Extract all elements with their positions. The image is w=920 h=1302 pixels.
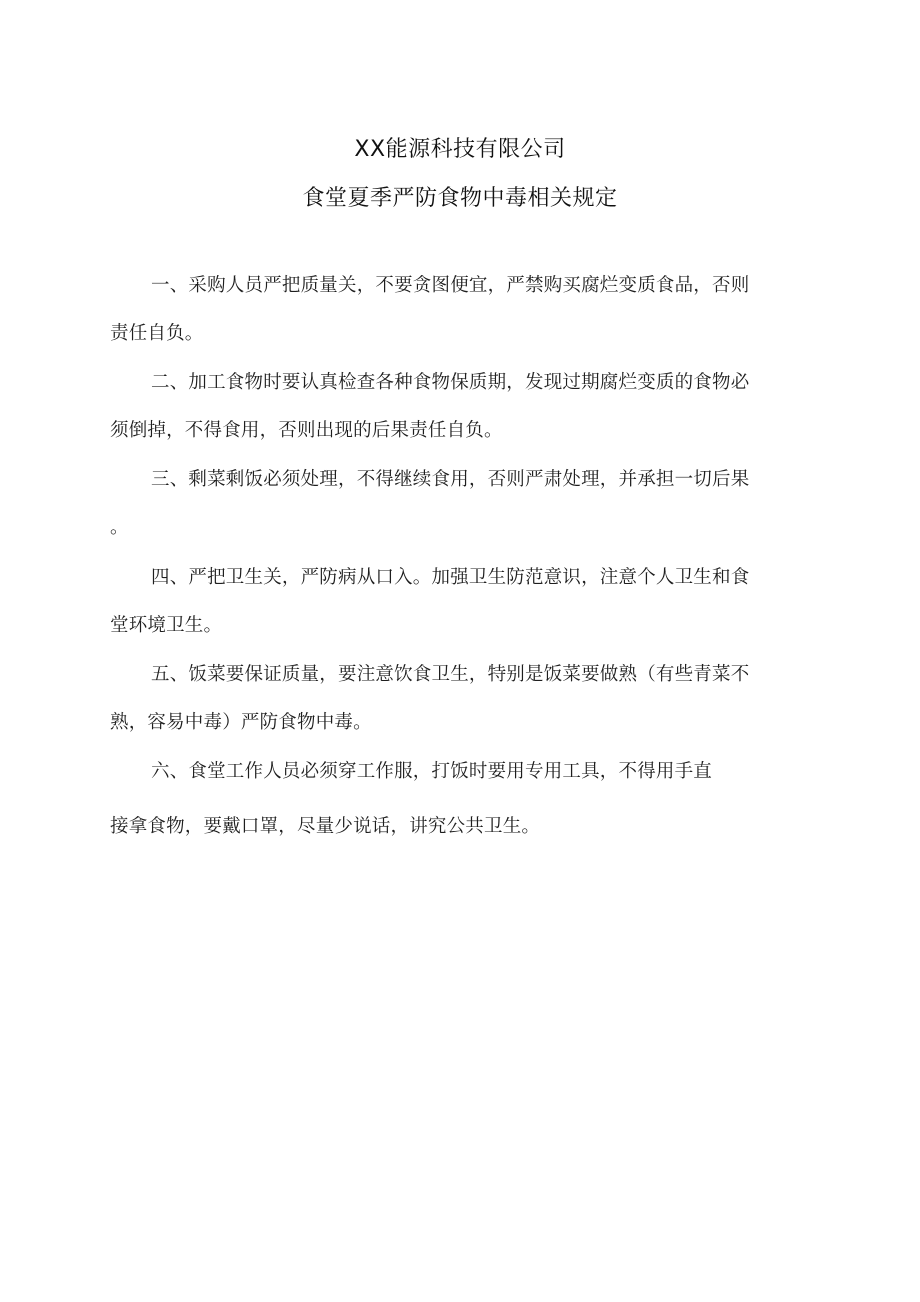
rule-5-line-1: 五、饭菜要保证质量，要注意饮食卫生，特别是饭菜要做熟（有些青菜不 — [151, 664, 750, 685]
rule-2-line-2: 须倒掉，不得食用，否则出现的后果责任自负。 — [110, 420, 503, 441]
rule-1-line-2: 责任自负。 — [110, 323, 204, 344]
rule-2-line-1: 二、加工食物时要认真检查各种食物保质期，发现过期腐烂变质的食物必 — [151, 372, 750, 393]
rule-5-line-2: 熟，容易中毒）严防食物中毒。 — [110, 712, 372, 733]
rule-3-line-1: 三、剩菜剩饭必须处理，不得继续食用，否则严肃处理，并承担一切后果 — [151, 469, 750, 490]
rule-3-line-2: 。 — [110, 517, 129, 538]
document-title: 食堂夏季严防食物中毒相关规定 — [302, 186, 618, 211]
company-name: XX能源科技有限公司 — [354, 137, 566, 162]
rule-1-line-1: 一、采购人员严把质量关，不要贪图便宜，严禁购买腐烂变质食品，否则 — [151, 275, 750, 296]
rule-6-line-2: 接拿食物，要戴口罩，尽量少说话，讲究公共卫生。 — [110, 816, 541, 837]
rule-4-line-1: 四、严把卫生关，严防病从口入。加强卫生防范意识，注意个人卫生和食 — [151, 567, 750, 588]
rule-6-line-1: 六、食堂工作人员必须穿工作服，打饭时要用专用工具，不得用手直 — [151, 761, 713, 782]
rule-4-line-2: 堂环境卫生。 — [110, 615, 223, 636]
